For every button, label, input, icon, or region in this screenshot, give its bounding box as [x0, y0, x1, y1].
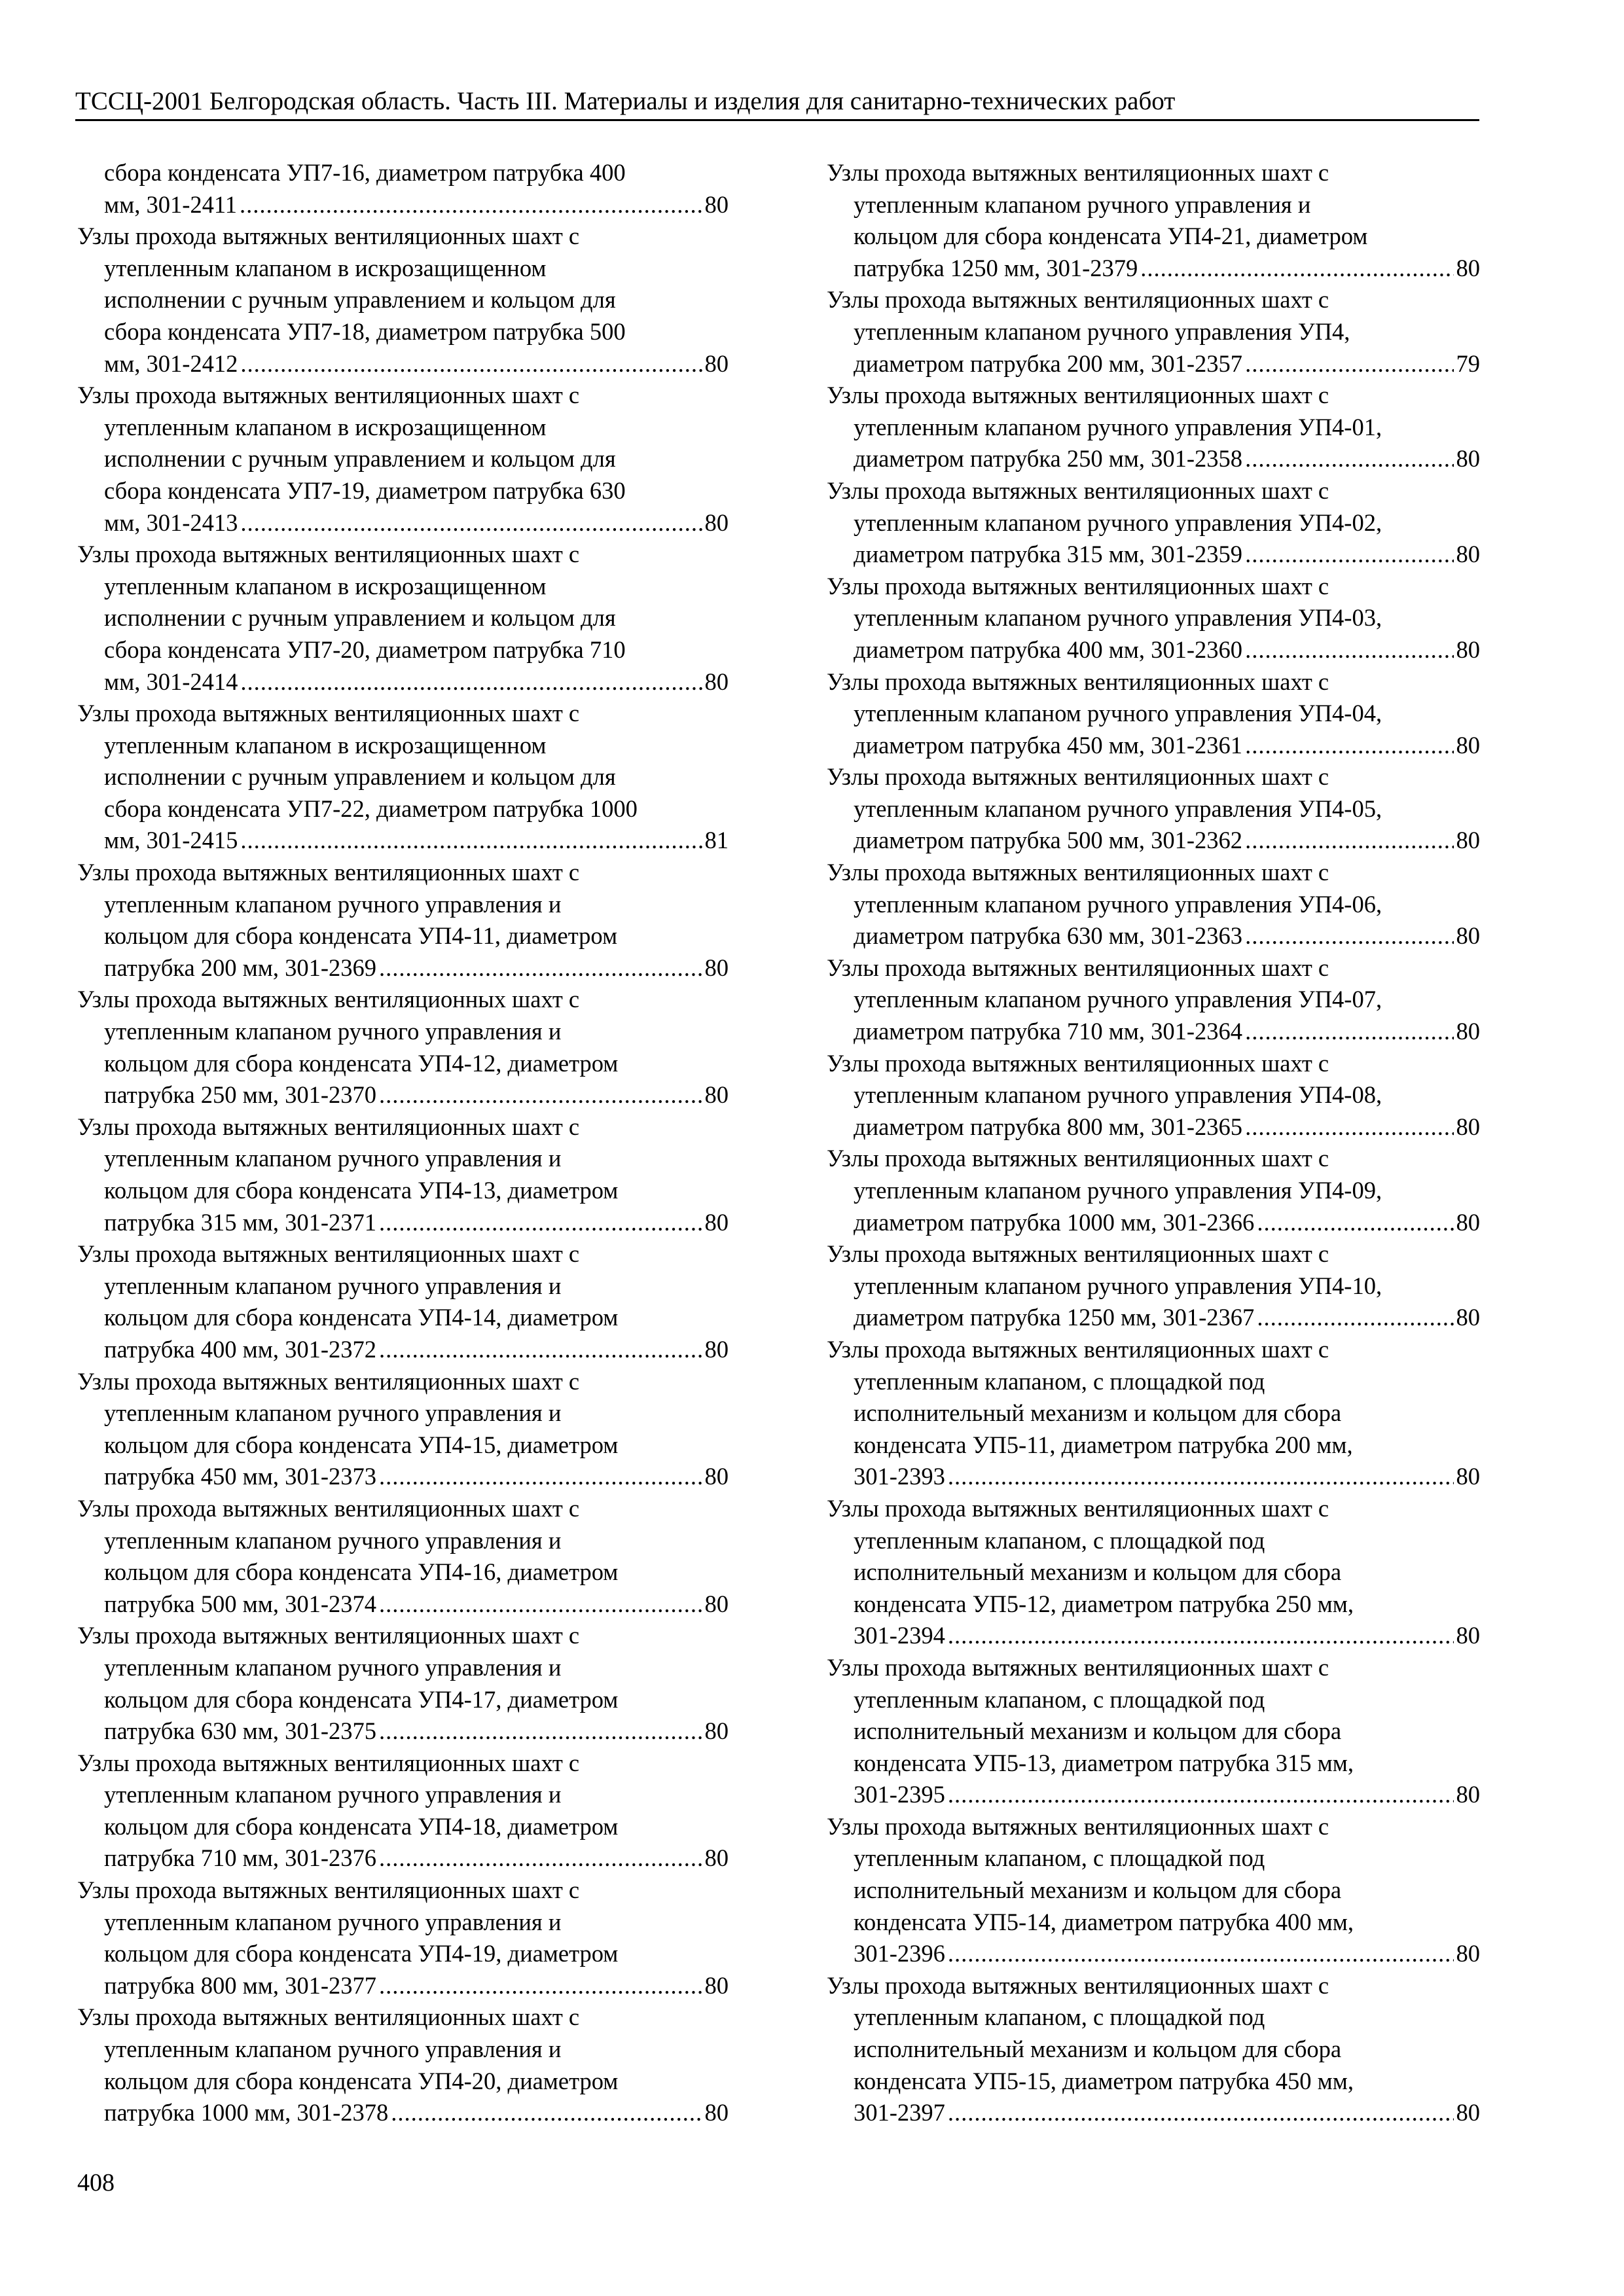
toc-entry-last-line — [827, 539, 1480, 571]
dot-leader — [240, 189, 702, 221]
toc-entry-text: патрубка 400 мм, 301-2372 — [104, 1335, 377, 1363]
toc-entry[interactable] — [827, 761, 1480, 857]
toc-entry[interactable] — [77, 380, 729, 539]
toc-entry-line: утепленным клапаном в искрозащищенном — [104, 413, 547, 440]
toc-entry[interactable] — [827, 857, 1480, 952]
toc-entry-line: Узлы прохода вытяжных вентиляционных шахт с — [827, 859, 1329, 886]
toc-entry-last-line — [77, 1207, 729, 1239]
toc-entry-line: Узлы прохода вытяжных вентиляционных шахт с — [77, 1113, 580, 1140]
toc-page-ref: 80 — [704, 668, 729, 695]
toc-entry-line: исполнении с ручным управлением и кольцом для — [104, 763, 616, 791]
dot-leader — [391, 2097, 702, 2129]
toc-entry-last-line — [77, 666, 729, 698]
toc-entry[interactable] — [77, 221, 729, 380]
toc-entry[interactable] — [77, 1874, 729, 2001]
toc-page-ref: 80 — [1456, 1940, 1480, 1967]
dot-leader — [240, 348, 702, 380]
toc-entry-line: сбора конденсата УП7-18, диаметром патрубка 500 — [104, 317, 626, 345]
toc-entry[interactable] — [827, 1334, 1480, 1493]
toc-entry-text: диаметром патрубка 800 мм, 301-2365 — [854, 1113, 1243, 1140]
toc-entry-line: исполнительный механизм и кольцом для сбора — [854, 1876, 1342, 1904]
toc-entry-text: мм, 301-2413 — [104, 509, 238, 536]
toc-page-ref: 80 — [704, 1208, 729, 1236]
toc-entry-last-line — [827, 348, 1480, 380]
page-number: 408 — [77, 2169, 115, 2197]
toc-entry-text: диаметром патрубка 315 мм, 301-2359 — [854, 541, 1243, 568]
toc-page-ref: 80 — [1456, 1018, 1480, 1045]
toc-entry-line: сбора конденсата УП7-20, диаметром патрубка 710 — [104, 636, 626, 663]
toc-entry-last-line — [827, 920, 1480, 952]
toc-entry-line: исполнительный механизм и кольцом для сбора — [854, 2036, 1342, 2063]
toc-page-ref: 80 — [1456, 827, 1480, 854]
toc-entry-last-line — [827, 1461, 1480, 1493]
toc-entry-last-line — [77, 1842, 729, 1874]
toc-entry[interactable] — [77, 857, 729, 984]
toc-entry-line: кольцом для сбора конденсата УП4-16, диаметром — [104, 1558, 619, 1586]
dot-leader — [1245, 1111, 1453, 1143]
toc-entry[interactable] — [77, 1238, 729, 1365]
toc-entry[interactable] — [77, 157, 729, 221]
toc-entry-line: утепленным клапаном, с площадкой под — [854, 1685, 1265, 1713]
toc-entry[interactable] — [77, 1493, 729, 1620]
toc-entry-line: утепленным клапаном ручного управления и — [104, 1653, 562, 1681]
toc-entry-line: Узлы прохода вытяжных вентиляционных шахт с — [77, 1367, 580, 1395]
toc-entry[interactable] — [77, 2001, 729, 2128]
toc-entry-line: исполнении с ручным управлением и кольцом для — [104, 604, 616, 632]
toc-entry-line: Узлы прохода вытяжных вентиляционных шахт с — [77, 2003, 580, 2031]
dot-leader — [1245, 730, 1453, 762]
dot-leader — [948, 1461, 1454, 1493]
toc-entry[interactable] — [77, 698, 729, 857]
toc-entry-line: исполнении с ручным управлением и кольцом для — [104, 445, 616, 473]
toc-page-ref: 80 — [1456, 1622, 1480, 1649]
toc-entry-line: кольцом для сбора конденсата УП4-15, диаметром — [104, 1431, 619, 1458]
dot-leader — [1245, 1016, 1453, 1048]
toc-entry-line: Узлы прохода вытяжных вентиляционных шахт с — [77, 986, 580, 1013]
toc-page-ref: 80 — [1456, 731, 1480, 759]
toc-entry-line: исполнительный механизм и кольцом для сбора — [854, 1558, 1342, 1586]
toc-entry-last-line — [827, 253, 1480, 285]
toc-entry-line: утепленным клапаном ручного управления и — [104, 1018, 562, 1045]
dot-leader — [379, 1079, 702, 1111]
dot-leader — [240, 507, 702, 539]
toc-entry-text: диаметром патрубка 1000 мм, 301-2366 — [854, 1208, 1255, 1236]
toc-entry-line: утепленным клапаном ручного управления и — [104, 1399, 562, 1427]
toc-entry-last-line — [827, 1207, 1480, 1239]
toc-entry[interactable] — [827, 157, 1480, 284]
toc-entry-text: диаметром патрубка 450 мм, 301-2361 — [854, 731, 1243, 759]
toc-entry-line: Узлы прохода вытяжных вентиляционных шахт с — [77, 1749, 580, 1776]
toc-entry-text: мм, 301-2411 — [104, 190, 237, 218]
toc-entry-line: утепленным клапаном в искрозащищенном — [104, 572, 547, 600]
toc-entry-line: исполнительный механизм и кольцом для сбора — [854, 1399, 1342, 1427]
toc-entry-text: патрубка 500 мм, 301-2374 — [104, 1590, 377, 1617]
dot-leader — [948, 1938, 1454, 1970]
toc-page-ref: 80 — [704, 1463, 729, 1490]
toc-entry-line: кольцом для сбора конденсата УП4-21, диаметром — [854, 223, 1368, 250]
toc-entry-line: Узлы прохода вытяжных вентиляционных шахт с — [77, 1876, 580, 1904]
toc-entry-last-line — [77, 189, 729, 221]
dot-leader — [1245, 539, 1453, 571]
toc-entry-last-line — [77, 1588, 729, 1621]
toc-page-ref: 80 — [704, 1335, 729, 1363]
toc-entry[interactable] — [827, 666, 1480, 762]
toc-entry-text: диаметром патрубка 250 мм, 301-2358 — [854, 445, 1243, 473]
toc-entry-line: утепленным клапаном ручного управления УП4-06, — [854, 890, 1382, 918]
dot-leader — [379, 1842, 702, 1874]
toc-entry-line: кольцом для сбора конденсата УП4-19, диаметром — [104, 1940, 619, 1967]
toc-entry[interactable] — [827, 475, 1480, 571]
toc-entry-last-line — [827, 1938, 1480, 1970]
toc-entry-line: кольцом для сбора конденсата УП4-18, диаметром — [104, 1812, 619, 1840]
toc-entry[interactable] — [827, 1811, 1480, 1970]
toc-entry-line: кольцом для сбора конденсата УП4-12, диаметром — [104, 1049, 619, 1077]
toc-page-ref: 80 — [1456, 445, 1480, 473]
toc-entry-text: 301-2396 — [854, 1940, 945, 1967]
toc-entry-text: патрубка 630 мм, 301-2375 — [104, 1717, 377, 1745]
dot-leader — [379, 1334, 702, 1366]
toc-entry-last-line — [77, 1334, 729, 1366]
toc-entry[interactable] — [77, 984, 729, 1111]
toc-entry-line: утепленным клапаном ручного управления и — [104, 1908, 562, 1935]
toc-page-ref: 80 — [704, 1971, 729, 1999]
toc-entry-line: кольцом для сбора конденсата УП4-17, диаметром — [104, 1685, 619, 1713]
toc-entry-line: Узлы прохода вытяжных вентиляционных шахт с — [827, 954, 1329, 981]
toc-page-ref: 80 — [704, 1717, 729, 1745]
dot-leader — [379, 1588, 702, 1621]
toc-entry-line: Узлы прохода вытяжных вентиляционных шахт с — [827, 1653, 1329, 1681]
toc-entry-text: патрубка 450 мм, 301-2373 — [104, 1463, 377, 1490]
toc-entry-line: Узлы прохода вытяжных вентиляционных шахт с — [77, 223, 580, 250]
dot-leader — [1140, 253, 1453, 285]
toc-entry[interactable] — [827, 1493, 1480, 1652]
dot-leader — [240, 666, 702, 698]
toc-entry[interactable] — [827, 1652, 1480, 1811]
toc-entry-last-line — [77, 1970, 729, 2002]
toc-page-ref: 80 — [1456, 1781, 1480, 1808]
dot-leader — [379, 1461, 702, 1493]
toc-entry[interactable] — [827, 380, 1480, 475]
toc-page-ref: 81 — [704, 827, 729, 854]
toc-entry-line: утепленным клапаном, с площадкой под — [854, 1367, 1265, 1395]
toc-entry-line: утепленным клапаном ручного управления УП4-05, — [854, 795, 1382, 822]
toc-entry-line: утепленным клапаном ручного управления УП4-08, — [854, 1081, 1382, 1109]
dot-leader — [1257, 1207, 1453, 1239]
toc-entry-last-line — [827, 1779, 1480, 1811]
toc-entry-line: Узлы прохода вытяжных вентиляционных шахт с — [827, 476, 1329, 504]
toc-entry-line: утепленным клапаном ручного управления УП4-01, — [854, 413, 1382, 440]
dot-leader — [948, 2097, 1454, 2129]
toc-entry-line: Узлы прохода вытяжных вентиляционных шахт с — [827, 668, 1329, 695]
toc-entry-text: диаметром патрубка 1250 мм, 301-2367 — [854, 1304, 1255, 1331]
toc-entry-line: Узлы прохода вытяжных вентиляционных шахт с — [827, 1335, 1329, 1363]
dot-leader — [379, 1207, 702, 1239]
toc-page-ref: 80 — [704, 190, 729, 218]
toc-entry-line: утепленным клапаном ручного управления и — [104, 1781, 562, 1808]
toc-entry-text: патрубка 1000 мм, 301-2378 — [104, 2099, 389, 2126]
toc-entry-last-line — [77, 348, 729, 380]
toc-entry[interactable] — [77, 539, 729, 698]
toc-page-ref: 80 — [1456, 636, 1480, 663]
toc-entry-text: диаметром патрубка 200 мм, 301-2357 — [854, 350, 1243, 377]
toc-entry-line: конденсата УП5-14, диаметром патрубка 400 мм, — [854, 1908, 1354, 1935]
toc-entry-line: утепленным клапаном ручного управления УП4-04, — [854, 700, 1382, 727]
toc-entry-last-line — [77, 1461, 729, 1493]
toc-entry-text: диаметром патрубка 710 мм, 301-2364 — [854, 1018, 1243, 1045]
toc-entry-line: утепленным клапаном ручного управления и — [104, 890, 562, 918]
toc-entry[interactable] — [827, 284, 1480, 380]
toc-entry-text: 301-2394 — [854, 1622, 945, 1649]
toc-entry-line: утепленным клапаном в искрозащищенном — [104, 731, 547, 759]
toc-column-left — [77, 157, 729, 2129]
toc-entry-last-line — [827, 1111, 1480, 1143]
toc-page-ref: 80 — [704, 350, 729, 377]
toc-entry-line: конденсата УП5-13, диаметром патрубка 315 мм, — [854, 1749, 1354, 1776]
toc-entry[interactable] — [827, 1143, 1480, 1238]
toc-entry-line: Узлы прохода вытяжных вентиляционных шахт с — [77, 1240, 580, 1268]
toc-entry-text: патрубка 200 мм, 301-2369 — [104, 954, 377, 981]
toc-entry-line: утепленным клапаном, с площадкой под — [854, 2003, 1265, 2031]
toc-entry-text: патрубка 800 мм, 301-2377 — [104, 1971, 377, 1999]
toc-page-ref: 80 — [704, 2099, 729, 2126]
toc-entry-line: утепленным клапаном, с площадкой под — [854, 1526, 1265, 1554]
toc-entry-line: Узлы прохода вытяжных вентиляционных шахт с — [827, 572, 1329, 600]
toc-entry-text: патрубка 1250 мм, 301-2379 — [854, 254, 1138, 281]
toc-entry-line: утепленным клапаном ручного управления УП4-09, — [854, 1177, 1382, 1204]
toc-entry-text: диаметром патрубка 630 мм, 301-2363 — [854, 922, 1243, 950]
toc-page-ref: 80 — [704, 954, 729, 981]
toc-entry-line: Узлы прохода вытяжных вентиляционных шахт с — [827, 1240, 1329, 1268]
dot-leader — [379, 1715, 702, 1748]
dot-leader — [1257, 1302, 1453, 1334]
toc-page-ref: 80 — [704, 1844, 729, 1872]
toc-entry-line: сбора конденсата УП7-22, диаметром патрубка 1000 — [104, 795, 638, 822]
toc-entry-line: утепленным клапаном ручного управления и — [104, 1272, 562, 1299]
toc-entry-line: Узлы прохода вытяжных вентиляционных шахт с — [77, 541, 580, 568]
toc-entry-line: Узлы прохода вытяжных вентиляционных шахт с — [827, 1049, 1329, 1077]
toc-entry-line: Узлы прохода вытяжных вентиляционных шахт с — [827, 1145, 1329, 1172]
running-header: ТССЦ-2001 Белгородская область. Часть III. Материалы и изделия для санитарно-технических работ — [75, 86, 1479, 121]
toc-entry-text: мм, 301-2415 — [104, 827, 238, 854]
toc-entry-text: 301-2397 — [854, 2099, 945, 2126]
toc-entry-last-line — [77, 825, 729, 857]
toc-entry[interactable] — [827, 1048, 1480, 1143]
toc-entry-last-line — [827, 825, 1480, 857]
toc-entry-line: Узлы прохода вытяжных вентиляционных шахт с — [827, 159, 1329, 186]
toc-entry-line: утепленным клапаном ручного управления и — [104, 1145, 562, 1172]
toc-entry-text: патрубка 315 мм, 301-2371 — [104, 1208, 377, 1236]
dot-leader — [1245, 634, 1453, 666]
toc-entry-line: Узлы прохода вытяжных вентиляционных шахт с — [827, 286, 1329, 314]
toc-entry-line: кольцом для сбора конденсата УП4-13, диаметром — [104, 1177, 619, 1204]
toc-column-right — [827, 157, 1480, 2129]
toc-page-ref: 80 — [1456, 2099, 1480, 2126]
toc-page-ref: 80 — [1456, 1463, 1480, 1490]
toc-entry-line: конденсата УП5-11, диаметром патрубка 200 мм, — [854, 1431, 1353, 1458]
toc-entry-last-line — [77, 1715, 729, 1748]
toc-page-ref: 80 — [1456, 1113, 1480, 1140]
toc-entry-line: Узлы прохода вытяжных вентиляционных шахт с — [77, 382, 580, 409]
toc-entry-last-line — [77, 2097, 729, 2129]
toc-entry-last-line — [827, 1016, 1480, 1048]
toc-page-ref: 80 — [1456, 541, 1480, 568]
toc-entry-line: утепленным клапаном ручного управления УП4-02, — [854, 509, 1382, 536]
toc-entry[interactable] — [77, 1111, 729, 1238]
toc-entry-line: утепленным клапаном ручного управления УП4-03, — [854, 604, 1382, 632]
toc-entry-last-line — [827, 634, 1480, 666]
toc-entry-line: утепленным клапаном ручного управления УП4-10, — [854, 1272, 1382, 1299]
toc-entry-line: утепленным клапаном ручного управления и — [104, 2036, 562, 2063]
toc-entry-line: утепленным клапаном в искрозащищенном — [104, 254, 547, 281]
toc-entry-text: диаметром патрубка 500 мм, 301-2362 — [854, 827, 1243, 854]
dot-leader — [379, 1970, 702, 2002]
toc-entry-line: сбора конденсата УП7-19, диаметром патрубка 630 — [104, 476, 626, 504]
toc-entry-text: патрубка 250 мм, 301-2370 — [104, 1081, 377, 1109]
dot-leader — [1245, 348, 1453, 380]
toc-page-ref: 80 — [704, 1590, 729, 1617]
toc-entry-last-line — [77, 952, 729, 984]
toc-page-ref: 80 — [1456, 1208, 1480, 1236]
toc-entry-last-line — [827, 1620, 1480, 1652]
toc-entry[interactable] — [827, 571, 1480, 666]
toc-entry-line: Узлы прохода вытяжных вентиляционных шахт с — [77, 859, 580, 886]
toc-entry-text: 301-2393 — [854, 1463, 945, 1490]
toc-entry-last-line — [77, 507, 729, 539]
dot-leader — [1245, 825, 1453, 857]
toc-page-ref: 80 — [704, 509, 729, 536]
toc-entry-line: утепленным клапаном ручного управления и — [854, 190, 1311, 218]
dot-leader — [240, 825, 702, 857]
toc-entry[interactable] — [77, 1366, 729, 1493]
toc-entry-line: Узлы прохода вытяжных вентиляционных шахт с — [77, 1622, 580, 1649]
dot-leader — [948, 1620, 1454, 1652]
toc-entry-line: Узлы прохода вытяжных вентиляционных шахт с — [77, 1494, 580, 1522]
toc-entry-text: мм, 301-2414 — [104, 668, 238, 695]
toc-entry[interactable] — [827, 952, 1480, 1048]
toc-entry-text: 301-2395 — [854, 1781, 945, 1808]
toc-entry-line: исполнительный механизм и кольцом для сбора — [854, 1717, 1342, 1745]
toc-entry-line: исполнении с ручным управлением и кольцом для — [104, 286, 616, 314]
toc-entry-line: кольцом для сбора конденсата УП4-20, диаметром — [104, 2067, 619, 2094]
toc-entry-line: Узлы прохода вытяжных вентиляционных шахт с — [827, 1971, 1329, 1999]
toc-entry-last-line — [827, 443, 1480, 475]
toc-entry-line: утепленным клапаном ручного управления и — [104, 1526, 562, 1554]
toc-entry-text: мм, 301-2412 — [104, 350, 238, 377]
toc-entry-line: утепленным клапаном ручного управления УП4-07, — [854, 986, 1382, 1013]
toc-entry-text: диаметром патрубка 400 мм, 301-2360 — [854, 636, 1243, 663]
toc-entry-line: утепленным клапаном, с площадкой под — [854, 1844, 1265, 1872]
toc-entry-line: Узлы прохода вытяжных вентиляционных шахт с — [827, 1494, 1329, 1522]
toc-page-ref: 79 — [1456, 350, 1480, 377]
toc-entry[interactable] — [827, 1238, 1480, 1334]
toc-entry-line: Узлы прохода вытяжных вентиляционных шахт с — [77, 700, 580, 727]
toc-entry-line: сбора конденсата УП7-16, диаметром патрубка 400 — [104, 159, 626, 186]
toc-entry-last-line — [827, 1302, 1480, 1334]
toc-entry-line: конденсата УП5-15, диаметром патрубка 450 мм, — [854, 2067, 1354, 2094]
dot-leader — [948, 1779, 1454, 1811]
toc-entry-line: утепленным клапаном ручного управления УП4, — [854, 317, 1350, 345]
dot-leader — [1245, 443, 1453, 475]
toc-entry-line: конденсата УП5-12, диаметром патрубка 250 мм, — [854, 1590, 1354, 1617]
dot-leader — [1245, 920, 1453, 952]
toc-entry-line: Узлы прохода вытяжных вентиляционных шахт с — [827, 1812, 1329, 1840]
toc-entry[interactable] — [77, 1748, 729, 1874]
toc-entry-text: патрубка 710 мм, 301-2376 — [104, 1844, 377, 1872]
toc-page-ref: 80 — [1456, 254, 1480, 281]
toc-page-ref: 80 — [1456, 922, 1480, 950]
toc-entry-line: кольцом для сбора конденсата УП4-11, диаметром — [104, 922, 618, 950]
toc-entry-line: кольцом для сбора конденсата УП4-14, диаметром — [104, 1304, 619, 1331]
toc-entry-last-line — [827, 730, 1480, 762]
toc-entry-last-line — [77, 1079, 729, 1111]
toc-entry-line: Узлы прохода вытяжных вентиляционных шахт с — [827, 763, 1329, 791]
toc-page-ref: 80 — [1456, 1304, 1480, 1331]
toc-entry[interactable] — [77, 1620, 729, 1747]
toc-entry-line: Узлы прохода вытяжных вентиляционных шахт с — [827, 382, 1329, 409]
toc-entry-last-line — [827, 2097, 1480, 2129]
toc-entry[interactable] — [827, 1970, 1480, 2129]
dot-leader — [379, 952, 702, 984]
toc-page-ref: 80 — [704, 1081, 729, 1109]
